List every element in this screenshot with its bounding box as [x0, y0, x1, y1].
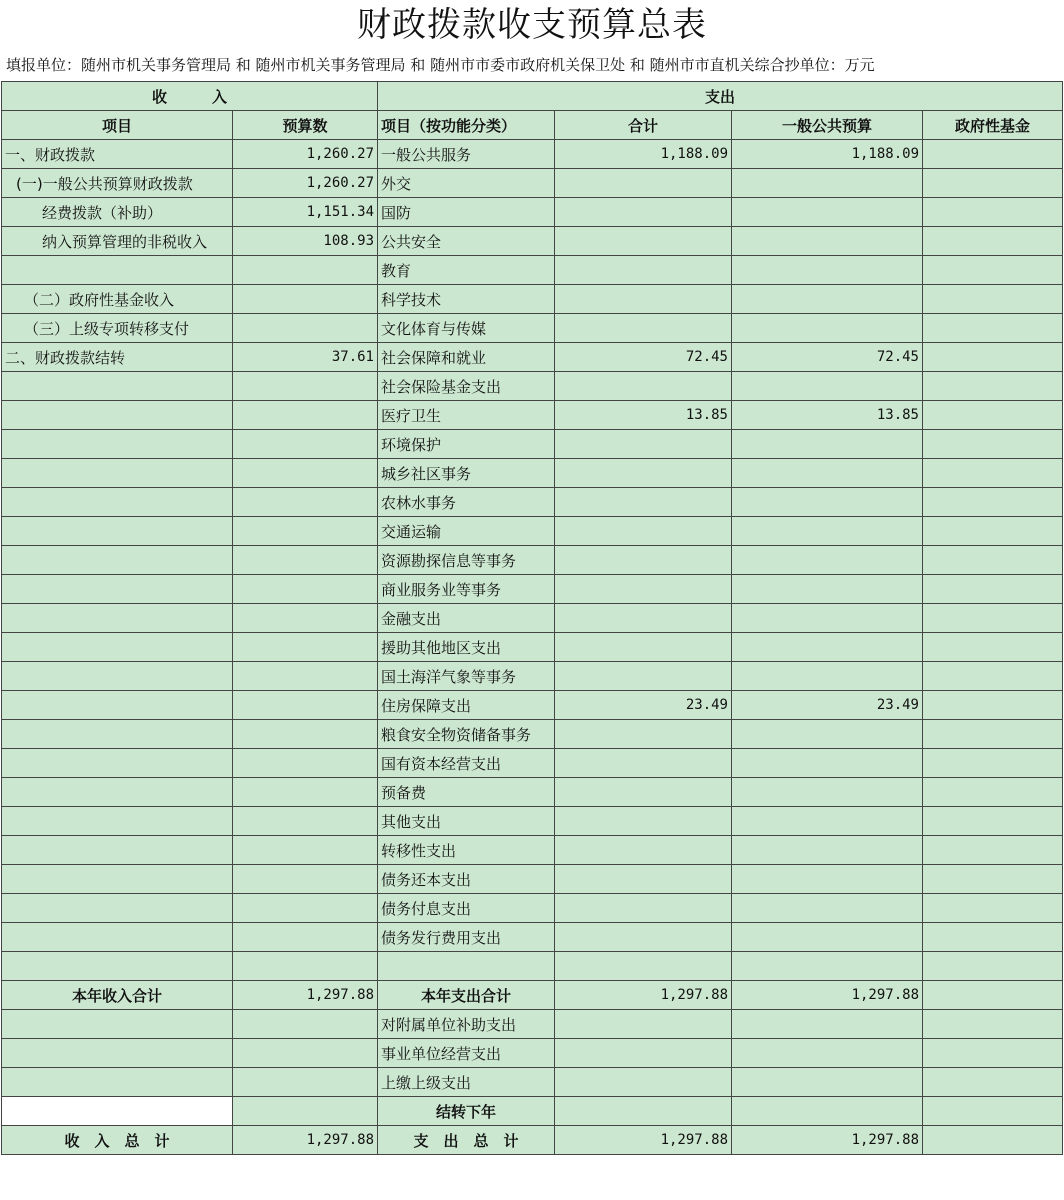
- expense-fund-value: [923, 1010, 1063, 1039]
- expense-general-value: [732, 1068, 923, 1097]
- year-total-row: [2, 981, 1063, 1010]
- income-item-label: [2, 720, 233, 749]
- expense-general-value: [732, 169, 923, 198]
- expense-total-value: [555, 198, 732, 227]
- expense-item-label: 社会保障和就业: [378, 343, 555, 372]
- income-budget-value: [233, 778, 378, 807]
- unit-line: 填报单位：随州市机关事务管理局 和 随州市机关事务管理局 和 随州市市委市政府机关保卫处 和 随州市市直机关综合抄单位：万元: [6, 56, 875, 74]
- expense-total-value: [555, 430, 732, 459]
- expense-total-value: [555, 1097, 732, 1126]
- expense-item-label: 预备费: [378, 778, 555, 807]
- expense-fund-value: [923, 691, 1063, 720]
- expense-fund-value: [923, 1039, 1063, 1068]
- expense-fund-value: [923, 256, 1063, 285]
- expense-general-value: [732, 227, 923, 256]
- income-grand-total-value: 1,297.88: [233, 1126, 378, 1155]
- expense-total-value: 13.85: [555, 401, 732, 430]
- income-item-label: [2, 401, 233, 430]
- expense-item-label: 外交: [378, 169, 555, 198]
- income-budget-value: [233, 604, 378, 633]
- expense-item-label: 上缴上级支出: [378, 1068, 555, 1097]
- expense-fund-value: [923, 314, 1063, 343]
- expense-total-value: [555, 604, 732, 633]
- expense-total-value: [555, 749, 732, 778]
- table-row: [2, 720, 1063, 749]
- expense-total-value: [555, 865, 732, 894]
- income-item-label: [2, 691, 233, 720]
- expense-fund-value: [923, 836, 1063, 865]
- income-item-label: [2, 662, 233, 691]
- expense-grand-general-value: 1,297.88: [732, 1126, 923, 1155]
- income-budget-value: [233, 691, 378, 720]
- income-budget-value: [233, 720, 378, 749]
- expense-grand-total-value: 1,297.88: [555, 1126, 732, 1155]
- expense-item-label: 债务发行费用支出: [378, 923, 555, 952]
- income-item-label: (一)一般公共预算财政拨款: [2, 169, 233, 198]
- expense-general-value: [732, 198, 923, 227]
- table-row: [2, 575, 1063, 604]
- expense-total-value: [555, 923, 732, 952]
- income-budget-value: [233, 575, 378, 604]
- expense-general-value: 1,188.09: [732, 140, 923, 169]
- income-budget-value: [233, 285, 378, 314]
- table-row: [2, 662, 1063, 691]
- expense-general-value: [732, 1010, 923, 1039]
- expense-item-label: 科学技术: [378, 285, 555, 314]
- income-item-label: [2, 604, 233, 633]
- expense-item-label: 公共安全: [378, 227, 555, 256]
- expense-general-value: [732, 575, 923, 604]
- expense-general-value: [732, 1097, 923, 1126]
- table-row: [2, 633, 1063, 662]
- expense-fund-value: [923, 894, 1063, 923]
- general-budget-header: 一般公共预算: [732, 111, 923, 140]
- income-grand-total-label: 收 入 总 计: [2, 1126, 233, 1155]
- table-row: [2, 952, 1063, 981]
- income-item-label: [2, 459, 233, 488]
- expense-general-value: [732, 488, 923, 517]
- income-budget-value: [233, 372, 378, 401]
- expense-fund-value: [923, 517, 1063, 546]
- expense-total-value: [555, 546, 732, 575]
- expense-general-value: [732, 314, 923, 343]
- income-budget-value: [233, 807, 378, 836]
- expense-fund-value: [923, 546, 1063, 575]
- expense-fund-value: [923, 923, 1063, 952]
- income-budget-value: [233, 1097, 378, 1126]
- expense-item-label: 金融支出: [378, 604, 555, 633]
- expense-total-value: [555, 488, 732, 517]
- income-item-label: [2, 517, 233, 546]
- expense-general-value: [732, 459, 923, 488]
- carry-forward-row: [2, 1097, 1063, 1126]
- table-row: [2, 285, 1063, 314]
- expense-total-value: [555, 314, 732, 343]
- expense-item-label: [378, 952, 555, 981]
- income-item-label: [2, 952, 233, 981]
- expense-general-value: [732, 865, 923, 894]
- expense-fund-value: [923, 343, 1063, 372]
- expense-fund-value: [923, 952, 1063, 981]
- expense-total-value: [555, 778, 732, 807]
- expense-total-value: 23.49: [555, 691, 732, 720]
- expense-item-label: 国土海洋气象等事务: [378, 662, 555, 691]
- table-row: [2, 169, 1063, 198]
- income-budget-value: [233, 865, 378, 894]
- expense-general-value: [732, 256, 923, 285]
- expense-item-label: 国防: [378, 198, 555, 227]
- income-budget-value: 1,260.27: [233, 169, 378, 198]
- expense-general-value: [732, 430, 923, 459]
- income-item-label: [2, 430, 233, 459]
- expense-fund-value: [923, 1097, 1063, 1126]
- income-budget-value: [233, 894, 378, 923]
- expense-total-value: [555, 633, 732, 662]
- expense-general-value: 13.85: [732, 401, 923, 430]
- header-row-2: [2, 111, 1063, 140]
- income-budget-value: [233, 836, 378, 865]
- income-item-label: （三）上级专项转移支付: [2, 314, 233, 343]
- expense-general-value: [732, 517, 923, 546]
- income-item-label: （二）政府性基金收入: [2, 285, 233, 314]
- income-budget-value: [233, 546, 378, 575]
- header-row-1: [2, 82, 1063, 111]
- expense-fund-value: [923, 198, 1063, 227]
- table-row: [2, 604, 1063, 633]
- income-header: 收 入: [2, 82, 378, 111]
- expense-total-value: [555, 662, 732, 691]
- income-budget-value: 37.61: [233, 343, 378, 372]
- income-budget-value: [233, 662, 378, 691]
- table-row: [2, 314, 1063, 343]
- expense-item-label: 交通运输: [378, 517, 555, 546]
- income-item-label: 经费拨款（补助）: [2, 198, 233, 227]
- expense-total-value: [555, 1039, 732, 1068]
- income-item-label: [2, 1068, 233, 1097]
- item-header: 项目: [2, 111, 233, 140]
- income-item-label: 一、财政拨款: [2, 140, 233, 169]
- income-budget-value: [233, 459, 378, 488]
- expense-total-value: [555, 1068, 732, 1097]
- year-expense-total-value: 1,297.88: [555, 981, 732, 1010]
- expense-grand-total-label: 支 出 总 计: [378, 1126, 555, 1155]
- income-budget-value: [233, 1010, 378, 1039]
- table-row: [2, 401, 1063, 430]
- gov-fund-header: 政府性基金: [923, 111, 1063, 140]
- table-row: [2, 198, 1063, 227]
- table-row: [2, 1010, 1063, 1039]
- expense-general-value: [732, 546, 923, 575]
- expense-item-label: 其他支出: [378, 807, 555, 836]
- income-item-label: [2, 1010, 233, 1039]
- carry-forward-label: 结转下年: [378, 1097, 555, 1126]
- income-item-label: [2, 778, 233, 807]
- expense-total-value: [555, 227, 732, 256]
- income-item-label: [2, 807, 233, 836]
- table-row: [2, 227, 1063, 256]
- table-row: [2, 749, 1063, 778]
- income-item-label: [2, 1039, 233, 1068]
- expense-fund-value: [923, 604, 1063, 633]
- expense-general-value: [732, 807, 923, 836]
- expense-item-label: 商业服务业等事务: [378, 575, 555, 604]
- expense-total-value: 1,188.09: [555, 140, 732, 169]
- expense-item-label: 住房保障支出: [378, 691, 555, 720]
- expense-fund-value: [923, 140, 1063, 169]
- expense-total-value: [555, 169, 732, 198]
- income-budget-value: [233, 314, 378, 343]
- expense-fund-value: [923, 372, 1063, 401]
- income-budget-value: 1,260.27: [233, 140, 378, 169]
- expense-item-label: 一般公共服务: [378, 140, 555, 169]
- expense-total-value: [555, 952, 732, 981]
- table-row: [2, 546, 1063, 575]
- year-expense-total-label: 本年支出合计: [378, 981, 555, 1010]
- income-budget-value: [233, 401, 378, 430]
- expense-fund-value: [923, 633, 1063, 662]
- income-budget-value: [233, 488, 378, 517]
- func-item-header: 项目（按功能分类）: [378, 111, 555, 140]
- expense-general-value: [732, 778, 923, 807]
- expense-general-value: [732, 923, 923, 952]
- table-row: [2, 343, 1063, 372]
- expense-general-value: [732, 372, 923, 401]
- expense-item-label: 援助其他地区支出: [378, 633, 555, 662]
- expense-fund-value: [923, 662, 1063, 691]
- expense-item-label: 教育: [378, 256, 555, 285]
- expense-item-label: 资源勘探信息等事务: [378, 546, 555, 575]
- expense-header: 支出: [378, 82, 1063, 111]
- table-row: [2, 865, 1063, 894]
- table-row: [2, 894, 1063, 923]
- expense-total-value: [555, 720, 732, 749]
- expense-general-value: [732, 633, 923, 662]
- expense-general-value: [732, 894, 923, 923]
- table-row: [2, 807, 1063, 836]
- expense-item-label: 转移性支出: [378, 836, 555, 865]
- income-item-label: 纳入预算管理的非税收入: [2, 227, 233, 256]
- table-row: [2, 1068, 1063, 1097]
- table-row: [2, 488, 1063, 517]
- expense-total-value: [555, 285, 732, 314]
- table-row: [2, 691, 1063, 720]
- expense-item-label: 城乡社区事务: [378, 459, 555, 488]
- income-item-label: [2, 633, 233, 662]
- income-item-label: [2, 749, 233, 778]
- expense-general-value: [732, 1039, 923, 1068]
- year-expense-general-value: 1,297.88: [732, 981, 923, 1010]
- income-item-label: [2, 923, 233, 952]
- income-budget-value: [233, 517, 378, 546]
- table-row: [2, 372, 1063, 401]
- year-income-total-label: 本年收入合计: [2, 981, 233, 1010]
- income-item-label: 二、财政拨款结转: [2, 343, 233, 372]
- expense-item-label: 国有资本经营支出: [378, 749, 555, 778]
- expense-item-label: 粮食安全物资储备事务: [378, 720, 555, 749]
- income-item-label: [2, 256, 233, 285]
- income-budget-value: [233, 749, 378, 778]
- expense-fund-value: [923, 430, 1063, 459]
- table-row: [2, 836, 1063, 865]
- expense-fund-value: [923, 865, 1063, 894]
- page-title: 财政拨款收支预算总表: [357, 5, 707, 45]
- budget-table: [1, 81, 1063, 1155]
- expense-fund-value: [923, 575, 1063, 604]
- expense-item-label: 文化体育与传媒: [378, 314, 555, 343]
- table-row: [2, 1039, 1063, 1068]
- income-budget-value: [233, 923, 378, 952]
- expense-general-value: [732, 720, 923, 749]
- expense-general-value: [732, 662, 923, 691]
- total-header: 合计: [555, 111, 732, 140]
- expense-total-value: [555, 894, 732, 923]
- budget-header: 预算数: [233, 111, 378, 140]
- expense-item-label: 债务付息支出: [378, 894, 555, 923]
- table-row: [2, 140, 1063, 169]
- expense-item-label: 社会保险基金支出: [378, 372, 555, 401]
- expense-fund-value: [923, 488, 1063, 517]
- income-budget-value: [233, 633, 378, 662]
- income-budget-value: 108.93: [233, 227, 378, 256]
- expense-fund-value: [923, 459, 1063, 488]
- income-item-label: [2, 575, 233, 604]
- expense-general-value: 72.45: [732, 343, 923, 372]
- expense-fund-value: [923, 1068, 1063, 1097]
- income-item-label: [2, 865, 233, 894]
- expense-general-value: 23.49: [732, 691, 923, 720]
- expense-fund-value: [923, 401, 1063, 430]
- income-budget-value: [233, 1068, 378, 1097]
- expense-item-label: 环境保护: [378, 430, 555, 459]
- expense-total-value: [555, 575, 732, 604]
- income-item-label: [2, 894, 233, 923]
- table-row: [2, 256, 1063, 285]
- expense-fund-value: [923, 778, 1063, 807]
- expense-total-value: [555, 372, 732, 401]
- year-expense-fund-value: [923, 981, 1063, 1010]
- expense-general-value: [732, 604, 923, 633]
- expense-fund-value: [923, 807, 1063, 836]
- expense-fund-value: [923, 749, 1063, 778]
- expense-total-value: [555, 459, 732, 488]
- expense-total-value: [555, 517, 732, 546]
- table-row: [2, 459, 1063, 488]
- expense-item-label: 事业单位经营支出: [378, 1039, 555, 1068]
- expense-general-value: [732, 749, 923, 778]
- income-budget-value: [233, 256, 378, 285]
- expense-total-value: 72.45: [555, 343, 732, 372]
- expense-item-label: 对附属单位补助支出: [378, 1010, 555, 1039]
- income-budget-value: [233, 1039, 378, 1068]
- year-income-total-value: 1,297.88: [233, 981, 378, 1010]
- income-budget-value: 1,151.34: [233, 198, 378, 227]
- table-row: [2, 923, 1063, 952]
- expense-general-value: [732, 836, 923, 865]
- expense-item-label: 医疗卫生: [378, 401, 555, 430]
- expense-general-value: [732, 285, 923, 314]
- grand-total-row: [2, 1126, 1063, 1155]
- expense-item-label: 债务还本支出: [378, 865, 555, 894]
- expense-fund-value: [923, 227, 1063, 256]
- expense-total-value: [555, 836, 732, 865]
- income-item-label: [2, 836, 233, 865]
- expense-total-value: [555, 807, 732, 836]
- table-row: [2, 517, 1063, 546]
- expense-fund-value: [923, 169, 1063, 198]
- expense-item-label: 农林水事务: [378, 488, 555, 517]
- income-item-label: [2, 372, 233, 401]
- table-row: [2, 430, 1063, 459]
- expense-total-value: [555, 256, 732, 285]
- income-budget-value: [233, 430, 378, 459]
- income-item-label: [2, 546, 233, 575]
- income-item-label: [2, 488, 233, 517]
- income-budget-value: [233, 952, 378, 981]
- table-row: [2, 778, 1063, 807]
- expense-grand-fund-value: [923, 1126, 1063, 1155]
- expense-fund-value: [923, 720, 1063, 749]
- expense-general-value: [732, 952, 923, 981]
- expense-fund-value: [923, 285, 1063, 314]
- blank-cell: [2, 1097, 233, 1126]
- expense-total-value: [555, 1010, 732, 1039]
